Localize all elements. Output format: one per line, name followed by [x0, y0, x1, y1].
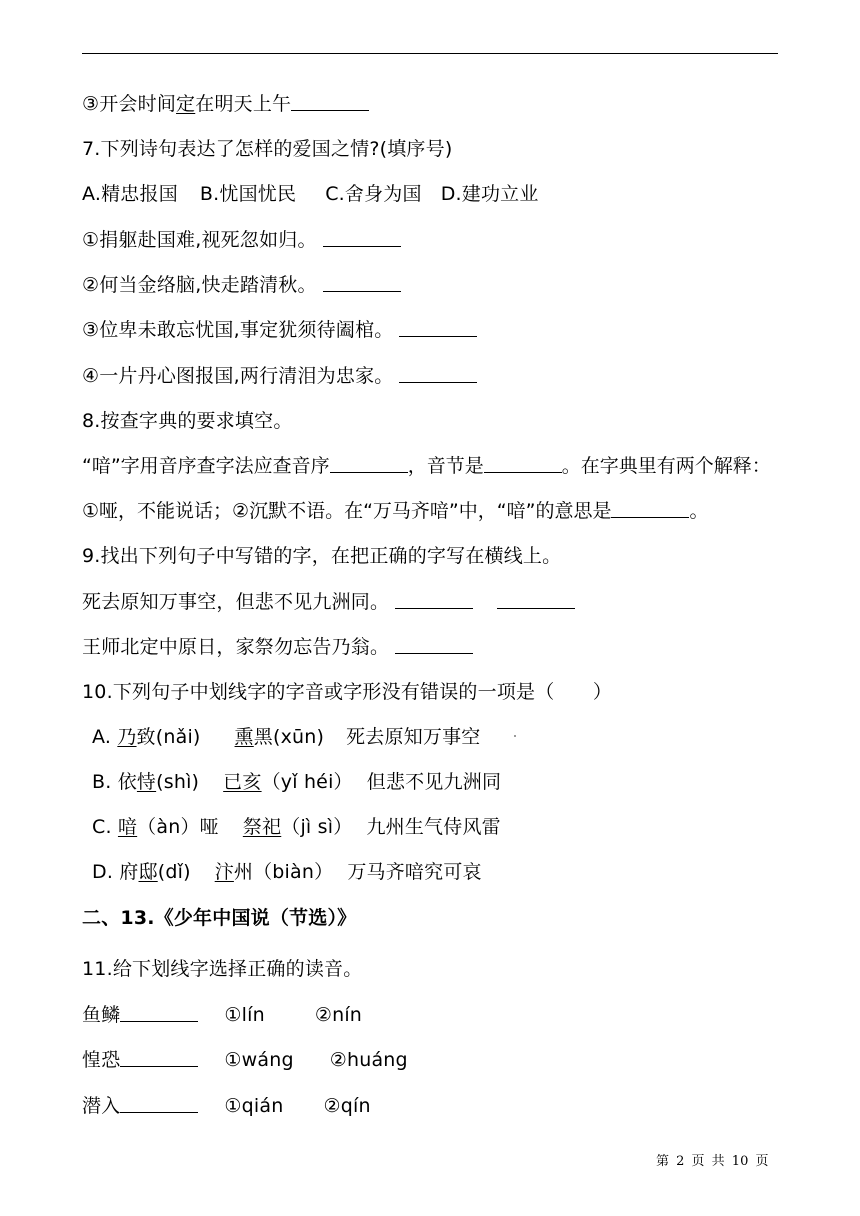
- q11-row-3: 潜入 ①qián ②qín: [82, 1095, 371, 1117]
- answer-blank[interactable]: [484, 454, 562, 473]
- page-footer: 第 2 页 共 10 页: [656, 1154, 769, 1169]
- q10-option-b: B. 依恃(shì) 已亥（yǐ héi） 但悲不见九洲同: [92, 771, 502, 793]
- answer-blank[interactable]: [291, 92, 369, 111]
- q9-sentence-1: 死去原知万事空，但悲不见九洲同。: [82, 590, 575, 614]
- q8-title: 8.按查字典的要求填空。: [82, 410, 293, 432]
- q7-options: A.精忠报国 B.忧国忧民 C.舍身为国 D.建功立业: [82, 183, 539, 205]
- header-rule: [82, 53, 778, 54]
- q7-item-4: ④一片丹心图报国,两行清泪为忠家。: [82, 364, 477, 388]
- answer-blank[interactable]: [330, 454, 408, 473]
- answer-blank[interactable]: [323, 273, 401, 292]
- q10-option-d: D. 府邸(dǐ) 汴州（biàn） 万马齐喑究可哀: [92, 861, 482, 883]
- q9-title: 9.找出下列句子中写错的字，在把正确的字写在横线上。: [82, 545, 562, 567]
- answer-blank[interactable]: [120, 1048, 198, 1067]
- answer-blank[interactable]: [497, 590, 575, 609]
- q9-sentence-2: 王师北定中原日，家祭勿忘告乃翁。: [82, 635, 473, 659]
- q6-item-3: ③开会时间定在明天上午: [82, 92, 369, 116]
- section-heading: 二、13.《少年中国说（节选）》: [82, 907, 357, 929]
- answer-blank[interactable]: [395, 590, 473, 609]
- q10-option-c: C. 喑（àn）哑 祭祀（jì sì） 九州生气侍风雷: [92, 816, 501, 838]
- q10-title: 10.下列句子中划线字的字音或字形没有错误的一项是（ ）: [82, 681, 613, 703]
- q7-item-3: ③位卑未敢忘忧国,事定犹须待阖棺。: [82, 318, 477, 342]
- answer-blank[interactable]: [399, 364, 477, 383]
- answer-blank[interactable]: [120, 1094, 198, 1113]
- answer-blank[interactable]: [323, 228, 401, 247]
- stray-dot: [514, 735, 516, 737]
- q11-title: 11.给下划线字选择正确的读音。: [82, 958, 363, 980]
- q11-row-1: 鱼鳞 ①lín ②nín: [82, 1004, 363, 1026]
- q8-line-1: “喑”字用音序查字法应查音序 ，音节是 。在字典里有两个解释：: [82, 455, 771, 477]
- q10-option-a: A. 乃致(nǎi) 熏黑(xūn) 死去原知万事空: [92, 726, 481, 748]
- q7-item-2: ②何当金络脑,快走踏清秋。: [82, 273, 401, 297]
- q8-line-2: ①哑，不能说话；②沉默不语。在“万马齐喑”中，“喑”的意思是 。: [82, 500, 709, 522]
- answer-blank[interactable]: [399, 318, 477, 337]
- q7-title: 7.下列诗句表达了怎样的爱国之情?(填序号): [82, 138, 453, 160]
- answer-blank[interactable]: [395, 635, 473, 654]
- q11-row-2: 惶恐 ①wáng ②huáng: [82, 1049, 408, 1071]
- answer-blank[interactable]: [611, 499, 689, 518]
- answer-blank[interactable]: [120, 1003, 198, 1022]
- q7-item-1: ①捐躯赴国难,视死忽如归。: [82, 228, 401, 252]
